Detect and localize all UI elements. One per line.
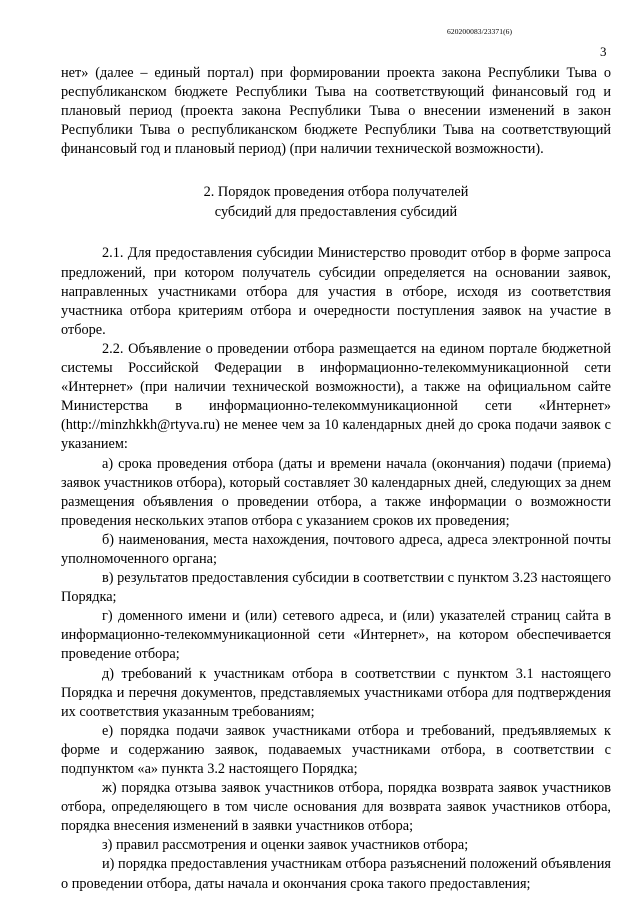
section-heading-line-1: 2. Порядок проведения отбора получателей xyxy=(203,184,469,201)
list-item-i: и) порядка предоставления участникам отбора разъяснений положений объявления о проведении отбора, даты начала и окончания срока такого предоставления; xyxy=(61,856,611,892)
document-body xyxy=(61,64,611,894)
intro-paragraph: нет» (далее – единый портал) при формировании проекта закона Республики Тыва о республиканском бюджете Республики Тыва на соответствующий финансовый год и плановый период (проекта закона Республики Тыва о внесении изменений в закон Республики Тыва о республиканском бюджете Республики Тыва на соответствующий финансовый год и плановый период) (при наличии технической возможности). xyxy=(61,65,611,158)
page-number: 3 xyxy=(600,44,607,59)
paragraph-2-1: 2.1. Для предоставления субсидии Министерство проводит отбор в форме запроса предложений, при котором получатель субсидии определяется на основании заявок, направленных участниками отбора для участия в отборе, исходя из соответствия участника отбора критериям отбора и очередности поступления заявок на участие в отборе. xyxy=(61,245,611,338)
list-item-v: в) результатов предоставления субсидии в соответствии с пунктом 3.23 настоящего Порядка; xyxy=(61,570,611,606)
paragraph-2-2: 2.2. Объявление о проведении отбора размещается на едином портале бюджетной системы Российской Федерации в информационно-телекоммуникационной сети «Интернет» (при наличии технической возможности), а также на официальном сайте Министерства в информационно-телекоммуникационной сети «Интернет» (http://minzhkkh@rtyva.ru) не менее чем за 10 календарных дней до срока подачи заявок с указанием: xyxy=(61,340,611,453)
list-item-d: д) требований к участникам отбора в соответствии с пунктом 3.1 настоящего Порядка и перечня документов, представляемых участниками отбора для подтверждения их соответствия указанным требованиям; xyxy=(61,665,611,720)
section-heading xyxy=(61,183,611,222)
list-item-a: а) срока проведения отбора (даты и времени начала (окончания) подачи (приема) заявок участников отбора), который составляет 30 календарных дней, следующих за днем размещения объявления о проведении отбора, а также информации о возможности проведения нескольких этапов отбора с указанием сроков их проведения; xyxy=(61,455,611,529)
list-item-b: б) наименования, места нахождения, почтового адреса, адреса электронной почты уполномоченного органа; xyxy=(61,531,611,567)
document-number: 620200083/23371(6) xyxy=(447,27,513,36)
section-heading-line-2: субсидий для предоставления субсидий xyxy=(214,203,458,220)
list-item-e: е) порядка подачи заявок участниками отбора и требований, предъявляемых к форме и содержанию заявок, подаваемых участниками отбора, в соответствии с подпунктом «а» пункта 3.2 настоящего Порядка; xyxy=(61,722,611,777)
list-item-z: з) правил рассмотрения и оценки заявок участников отбора; xyxy=(102,837,469,854)
list-item-zh: ж) порядка отзыва заявок участников отбора, порядка возврата заявок участников отбора, определяющего в том числе основания для возврата заявок участников отбора, порядка внесения изменений в заявки участников отбора; xyxy=(61,780,611,835)
list-item-g: г) доменного имени и (или) сетевого адреса, и (или) указателей страниц сайта в информационно-телекоммуникационной сети «Интернет», на котором обеспечивается проведение отбора; xyxy=(61,608,611,663)
